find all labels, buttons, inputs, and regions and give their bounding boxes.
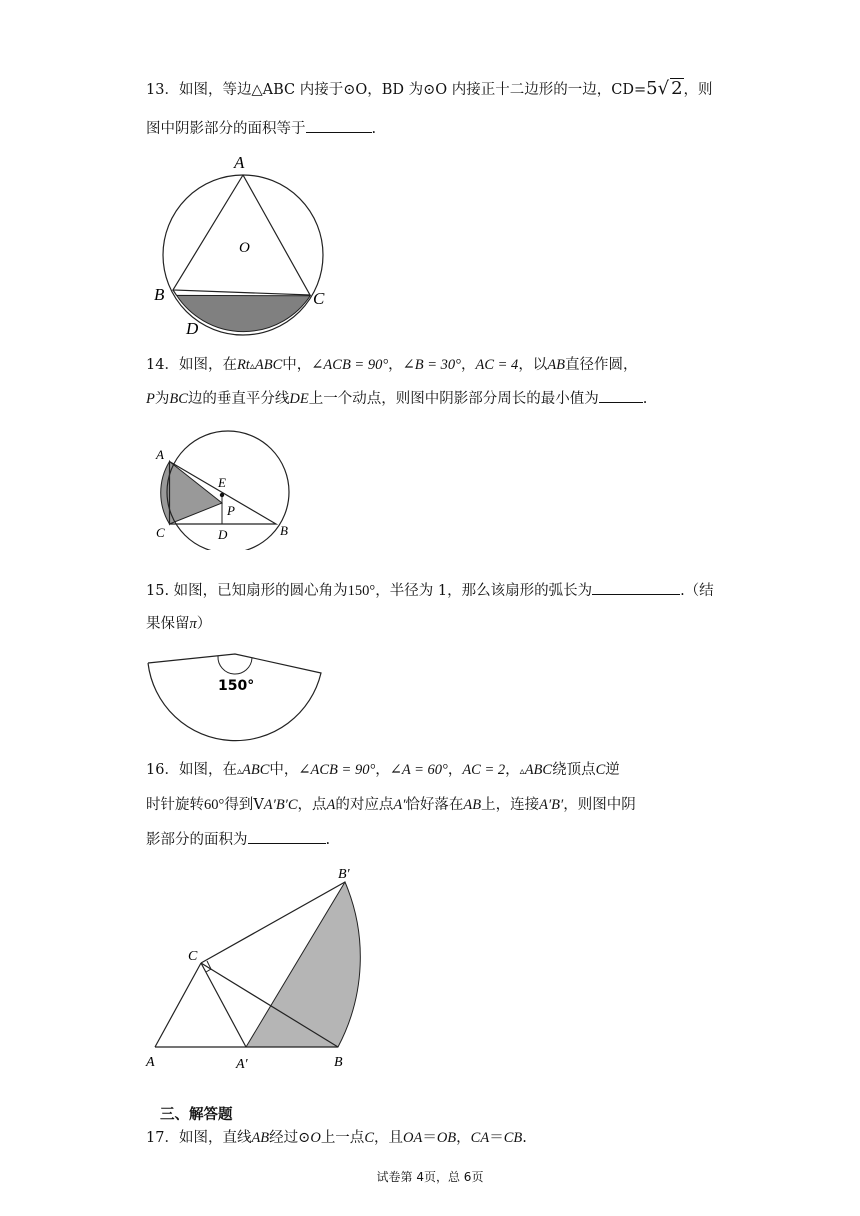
label-d: D (218, 527, 228, 542)
q13-line1: 13．如图，等边△ABC 内接于⊙O，BD 为⊙O 内接正十二边形的一边，CD=5√ 2，则 (146, 78, 713, 99)
angle-label: 150° (218, 678, 255, 694)
label-c: C (156, 525, 165, 540)
q14-figure (150, 425, 300, 550)
label-e: E (218, 475, 226, 490)
q16-line1: 16．如图，在▵ABC中，∠ACB = 90°，∠A = 60°，AC = 2，▵ABC绕顶点C逆 (146, 762, 620, 778)
q17-line1: 17．如图，直线AB经过⊙O上一点C，且OA＝OB，CA＝CB. (146, 1130, 527, 1146)
q15-line2: 果保留π） (146, 616, 212, 632)
page-footer: 试卷第 4页，总 6页 (376, 1170, 484, 1184)
label-d: D (186, 319, 199, 338)
q14-line1: 14．如图，在Rt▵ABC中，∠ACB = 90°，∠B = 30°，AC = 4，以AB直径作圆， (146, 357, 638, 373)
shaded-region (246, 882, 360, 1047)
segment-ca-prime (201, 963, 246, 1047)
segment-ac (155, 963, 201, 1047)
math-sqrt: 5√ 2 (646, 78, 683, 99)
label-c: C (313, 289, 325, 308)
shaded-triangle (170, 462, 223, 525)
answer-blank (592, 580, 680, 595)
label-a: A (234, 153, 245, 172)
q16-line2: 时针旋转60°得到VA′B′C，点A的对应点A′恰好落在AB上，连接A′B′，则图中阴 (146, 797, 636, 813)
point-p (220, 493, 224, 497)
q13-figure (140, 150, 340, 340)
triangle-abc (173, 175, 310, 295)
label-b: B (334, 1055, 343, 1070)
label-a-prime: A′ (236, 1057, 248, 1072)
section-heading: 三、解答题 (160, 1107, 233, 1123)
label-a: A (146, 1055, 155, 1070)
label-c: C (188, 949, 198, 964)
q16-line3: 影部分的面积为 . (146, 829, 330, 850)
label-a: A (156, 447, 164, 462)
answer-blank (599, 388, 643, 403)
shaded-arc-region (161, 462, 170, 525)
q15-figure (140, 645, 330, 745)
answer-blank (248, 829, 326, 844)
q16-figure (140, 860, 390, 1075)
sector (148, 654, 321, 741)
q13-line2: 图中阴影部分的面积等于 . (146, 118, 376, 139)
label-p: P (227, 503, 235, 518)
label-b-prime: B′ (338, 867, 350, 882)
label-b: B (280, 523, 288, 538)
q15-line1: 15. 如图，已知扇形的圆心角为150°，半径为 1，那么该扇形的弧长为 .（结 (146, 580, 714, 601)
angle-arc (218, 656, 252, 674)
answer-blank (306, 118, 372, 133)
label-b: B (154, 285, 165, 304)
q14-line2: P为BC边的垂直平分线DE上一个动点，则图中阴影部分周长的最小值为 . (146, 388, 647, 409)
label-o: O (239, 240, 250, 256)
